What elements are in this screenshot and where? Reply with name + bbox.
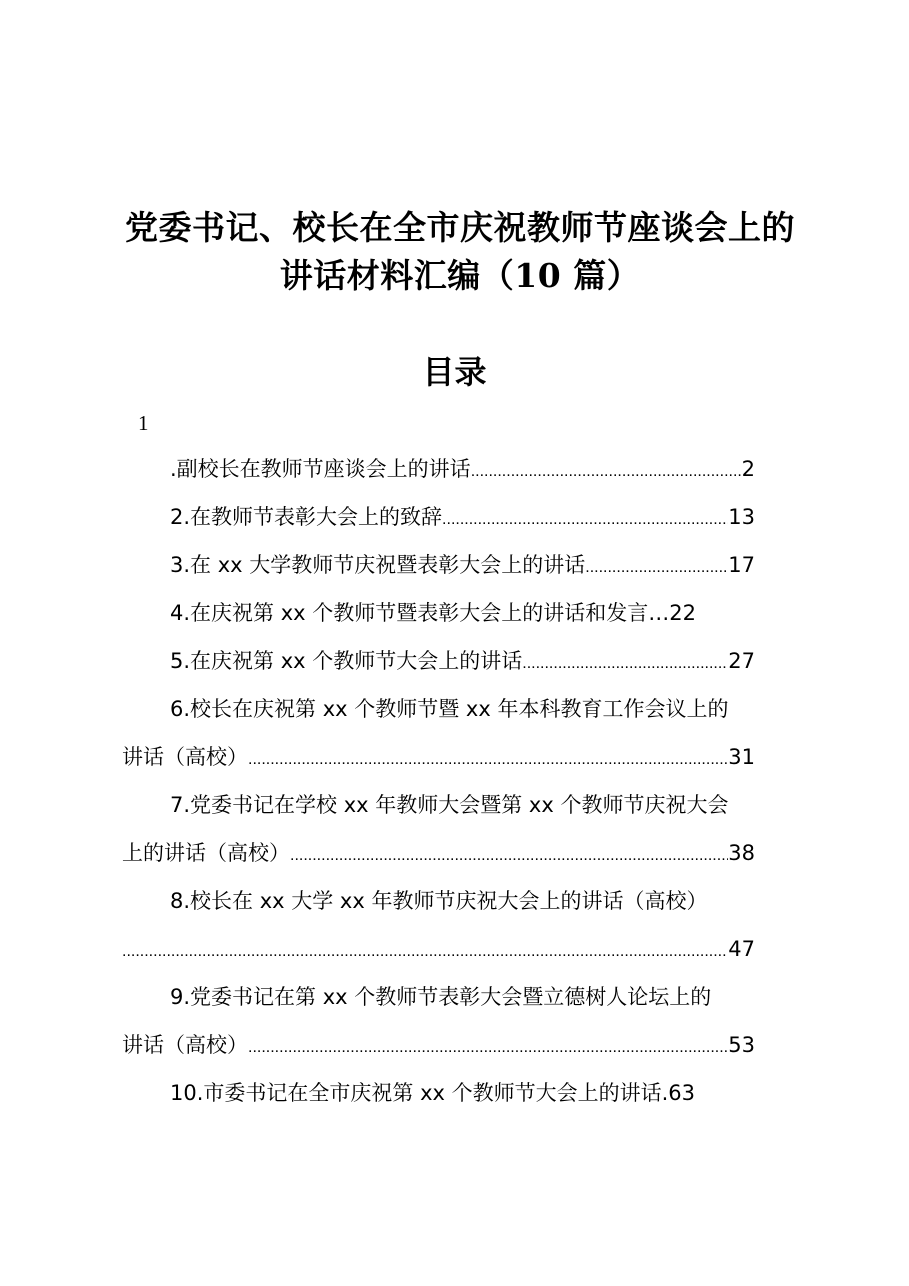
toc-leader-dots <box>471 458 742 483</box>
toc-entry-7[interactable] <box>122 839 755 867</box>
toc-entry-title: .副校长在教师节座谈会上的讲话 <box>170 457 471 481</box>
toc-entry-6-first-line[interactable]: 6.校长在庆祝第 xx 个教师节暨 xx 年本科教育工作会议上的 <box>170 697 729 721</box>
toc-entry-2[interactable] <box>122 503 755 531</box>
toc-leader-dots <box>522 650 728 675</box>
toc-entry-title: 上的讲话（高校） <box>122 841 290 865</box>
toc-page-number: 27 <box>728 649 755 673</box>
toc-entry-8-first-line[interactable]: 8.校长在 xx 大学 xx 年教师节庆祝大会上的讲话（高校） <box>170 889 708 913</box>
toc-page-number: .63 <box>661 1081 696 1105</box>
toc-page-number: 22 <box>669 601 696 625</box>
toc-page-number: 53 <box>728 1033 755 1057</box>
toc-leader-dots <box>248 1034 728 1059</box>
toc-page-number: 31 <box>728 745 755 769</box>
toc-entry-5[interactable] <box>122 647 755 675</box>
toc-leader-dots <box>290 842 728 867</box>
toc-entry-title: 3.在 xx 大学教师节庆祝暨表彰大会上的讲话 <box>170 553 586 577</box>
toc-entry-9[interactable] <box>122 1031 755 1059</box>
toc-entry-title: 10.市委书记在全市庆祝第 xx 个教师节大会上的讲话 <box>170 1081 662 1105</box>
toc-entry-1[interactable] <box>122 455 755 483</box>
toc-entry-7-first-line[interactable]: 7.党委书记在学校 xx 年教师大会暨第 xx 个教师节庆祝大会 <box>170 793 729 817</box>
toc-entry-8[interactable] <box>122 935 755 963</box>
toc-page-number: 17 <box>728 553 755 577</box>
toc-entry-6[interactable] <box>122 743 755 771</box>
toc-entry-ellipsis: … <box>648 601 670 625</box>
toc-entry-3[interactable] <box>122 551 755 579</box>
toc-entry-9-first-line[interactable]: 9.党委书记在第 xx 个教师节表彰大会暨立德树人论坛上的 <box>170 985 712 1009</box>
toc-entry-10[interactable] <box>122 1079 755 1107</box>
document-title-line-1: 党委书记、校长在全市庆祝教师节座谈会上的 <box>125 208 795 247</box>
toc-entry-title: 5.在庆祝第 xx 个教师节大会上的讲话 <box>170 649 523 673</box>
toc-entry-title: 4.在庆祝第 xx 个教师节暨表彰大会上的讲话和发言 <box>170 601 649 625</box>
toc-page-number: 38 <box>728 841 755 865</box>
stray-number: 1 <box>138 411 149 435</box>
toc-entry-title: 讲话（高校） <box>122 745 248 769</box>
toc-leader-dots <box>122 938 728 963</box>
toc-page-number: 2 <box>741 457 755 481</box>
toc-entry-title: 2.在教师节表彰大会上的致辞 <box>170 505 443 529</box>
toc-leader-dots <box>442 506 728 531</box>
document-title-line-2: 讲话材料汇编（10 篇） <box>279 256 641 295</box>
toc-leader-dots <box>585 554 728 579</box>
toc-leader-dots <box>248 746 728 771</box>
toc-entry-title: 讲话（高校） <box>122 1033 248 1057</box>
toc-entry-4[interactable] <box>122 599 755 627</box>
toc-heading: 目录 <box>422 353 487 391</box>
toc-page-number: 13 <box>728 505 755 529</box>
toc-page-number: 47 <box>728 937 755 961</box>
